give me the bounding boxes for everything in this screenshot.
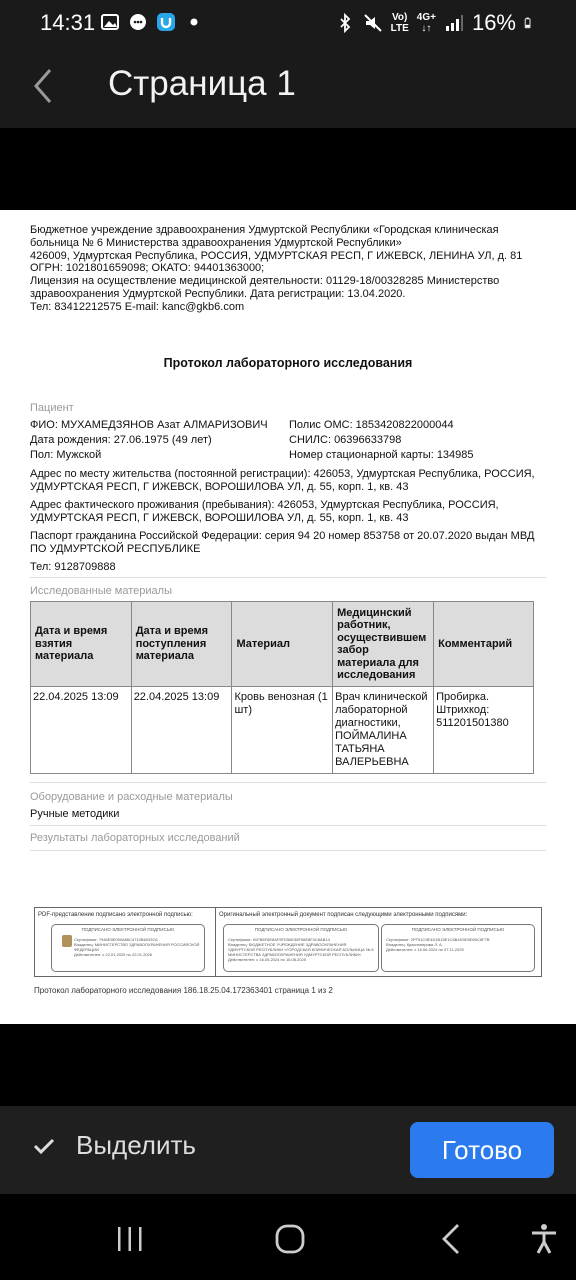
patient-oms: Полис ОМС: 1853420822000044 (289, 419, 454, 431)
accessibility-button[interactable] (527, 1222, 561, 1256)
org-header (30, 224, 550, 314)
table-header: Дата и время поступления материала (131, 602, 232, 687)
stamp-validity: Действителен: с 16.06.2024 по 07.11.2025 (386, 947, 464, 952)
stamp-owner: Владелец: БЮДЖЕТНОЕ УЧРЕЖДЕНИЕ ЗДРАВООХРАНЕНИЯ УДМУРТСКОЙ РЕСПУБЛИКИ «ГОРОДСКАЯ КЛИНИЧЕСКАЯ БОЛЬНИЦА № 6 МИНИСТЕРСТВА ЗДРАВООХРАНЕНИЯ УДМУРТСКОЙ РЕСПУБЛИКИ» (228, 942, 374, 957)
org-address: 426009, Удмуртская Республика, РОССИЯ, УДМУРТСКАЯ РЕСП, Г ИЖЕВСК, ЛЕНИНА УЛ, д. 81 (30, 249, 523, 262)
table-header: Дата и время взятия материала (31, 602, 132, 687)
status-bar (0, 0, 576, 48)
table-header: Медицинский работник, осуществившем забор материала для исследования (333, 602, 434, 687)
app-bar (0, 48, 576, 128)
table-header: Комментарий (434, 602, 534, 687)
bluetooth-icon (335, 13, 355, 33)
equipment-section-label: Оборудование и расходные материалы (30, 791, 233, 803)
volte-bottom: LTE (390, 23, 409, 34)
dot-icon (184, 12, 204, 32)
stamp-owner: Владелец: МИНИСТЕРСТВО ЗДРАВООХРАНЕНИЯ РОССИЙСКОЙ ФЕДЕРАЦИИ (74, 942, 200, 952)
notification-icons (100, 12, 204, 32)
patient-address-reg: Адрес по месту жительства (постоянной регистрации): 426053, Удмуртская Республика, РОССИЯ, УДМУРТСКАЯ РЕСП, Г ИЖЕВСК, ВОРОШИЛОВА УЛ, д. 55, корп. 1, кв. 43 (30, 468, 535, 493)
document-footer: Протокол лабораторного исследования 186.18.25.04.172363401 страница 1 из 2 (34, 986, 333, 995)
home-icon (273, 1222, 307, 1256)
mute-icon (363, 13, 383, 33)
divider (30, 577, 546, 578)
accessibility-icon (527, 1222, 561, 1256)
signature-divider (215, 908, 216, 976)
table-header: Материал (232, 602, 333, 687)
materials-section-label: Исследованные материалы (30, 585, 172, 597)
equipment-value: Ручные методики (30, 808, 120, 820)
signature-stamp (381, 924, 535, 972)
stamp-title: ПОДПИСАНО ЭЛЕКТРОННОЙ ПОДПИСЬЮ (411, 927, 505, 932)
coat-of-arms-icon (62, 935, 72, 947)
table-cell: 22.04.2025 13:09 (31, 687, 132, 774)
divider (30, 825, 546, 826)
done-button[interactable]: Готово (410, 1122, 554, 1178)
network-gen-indicator (417, 12, 436, 34)
patient-passport: Паспорт гражданина Российской Федерации: серия 94 20 номер 853758 от 20.07.2020 выдан МВД ПО УДМУРТСКОЙ РЕСПУБЛИКЕ (30, 530, 535, 555)
home-button[interactable] (273, 1222, 307, 1256)
divider (30, 850, 546, 851)
signal-icon (444, 13, 464, 33)
chat-bubble-icon (128, 12, 148, 32)
stamp-owner: Владелец: Красноперова Л. А. (386, 942, 443, 947)
select-label: Выделить (76, 1130, 196, 1160)
recent-apps-button[interactable] (113, 1222, 147, 1256)
stamp-cert: Сертификат: 00FB8F8E8AF5FD56E38F56E8F4C8AB14 (228, 937, 330, 942)
stamp-cert: Сертификат: 7946E5E090A86C4710B6033C6 (74, 937, 158, 942)
stamp-title: ПОДПИСАНО ЭЛЕКТРОННОЙ ПОДПИСЬЮ (254, 927, 348, 932)
results-section-label: Результаты лабораторных исследований (30, 832, 240, 844)
patient-sex: Пол: Мужской (30, 449, 102, 461)
patient-section-label: Пациент (30, 402, 74, 414)
back-button[interactable] (24, 64, 68, 108)
back-icon (435, 1222, 469, 1256)
image-icon (100, 12, 120, 32)
nav-back-button[interactable] (435, 1222, 469, 1256)
network-gen-bottom: ↓↑ (421, 23, 432, 34)
status-right (335, 10, 536, 36)
battery-icon (524, 13, 536, 33)
table-cell: Врач клинической лабораторной диагностики, ПОЙМАЛИНА ТАТЬЯНА ВАЛЕРЬЕВНА (333, 687, 434, 774)
signature-block (34, 907, 542, 977)
checkmark-icon (30, 1132, 58, 1160)
battery-percent: 16% (471, 10, 516, 35)
app-badge-icon (156, 12, 176, 32)
pdf-signature-heading: PDF-представление подписано электронной подписью: (38, 912, 193, 918)
patient-birth: Дата рождения: 27.06.1975 (49 лет) (30, 434, 212, 446)
org-name: Бюджетное учреждение здравоохранения Удмуртской Республики «Городская клиническая больница № 6 Министерства здравоохранения Удмуртской Республики» (30, 224, 499, 249)
org-contacts: Тел: 83412212575 E-mail: kanc@gkb6.com (30, 300, 245, 313)
stamp-validity: Действителен: с 22.01.2025 по 22.01.2026 (74, 952, 152, 957)
navigation-bar (0, 1194, 576, 1280)
table-cell: Кровь венозная (1 шт) (232, 687, 333, 774)
stamp-validity: Действителен: с 16.05.2024 по 16.08.2025 (228, 957, 306, 962)
patient-phone: Тел: 9128709888 (30, 561, 116, 573)
document-page (0, 210, 576, 1024)
signature-stamp (51, 924, 205, 972)
stamp-title: ПОДПИСАНО ЭЛЕКТРОННОЙ ПОДПИСЬЮ (81, 927, 175, 932)
original-signature-heading: Оригинальный электронный документ подписан следующими электронными подписями: (219, 912, 468, 918)
chevron-left-icon (24, 64, 68, 108)
volte-top: Vo) (392, 12, 408, 23)
patient-card: Номер стационарной карты: 134985 (289, 449, 474, 461)
table-row (31, 687, 534, 774)
signature-stamp (223, 924, 379, 972)
recent-apps-icon (113, 1222, 147, 1256)
org-license: Лицензия на осуществление медицинской деятельности: 01129-18/00328285 Министерство здравоохранения Удмуртской Республики. Дата регистрации: 13.04.2020. (30, 275, 500, 300)
network-gen-top: 4G+ (416, 12, 436, 23)
select-toggle[interactable] (30, 1130, 196, 1161)
table-cell: Пробирка. Штрихкод: 511201501380 (434, 687, 534, 774)
document-title: Протокол лабораторного исследования (163, 356, 413, 370)
volte-indicator (391, 12, 409, 34)
divider (30, 782, 546, 783)
patient-fio: ФИО: МУХАМЕДЗЯНОВ Азат АЛМАРИЗОВИЧ (30, 419, 268, 431)
patient-snils: СНИЛС: 06396633798 (289, 434, 402, 446)
page-title: Страница 1 (108, 64, 296, 103)
stamp-cert: Сертификат: 2FF51C9E4D1B15E1C6B4D9D5D09C8F7B (386, 937, 490, 942)
action-panel (0, 1106, 576, 1194)
materials-table (30, 601, 534, 774)
table-header-row (31, 602, 534, 687)
status-time: 14:31 (40, 10, 96, 35)
patient-address-fact: Адрес фактического проживания (пребывания): 426053, Удмуртская Республика, РОССИЯ, УДМУРТСКАЯ РЕСП, Г ИЖЕВСК, ВОРОШИЛОВА УЛ, д. 55, корп. 1, кв. 43 (30, 499, 499, 524)
org-ogrn: ОГРН: 1021801659098; ОКАТО: 94401363000; (30, 262, 265, 275)
table-cell: 22.04.2025 13:09 (131, 687, 232, 774)
